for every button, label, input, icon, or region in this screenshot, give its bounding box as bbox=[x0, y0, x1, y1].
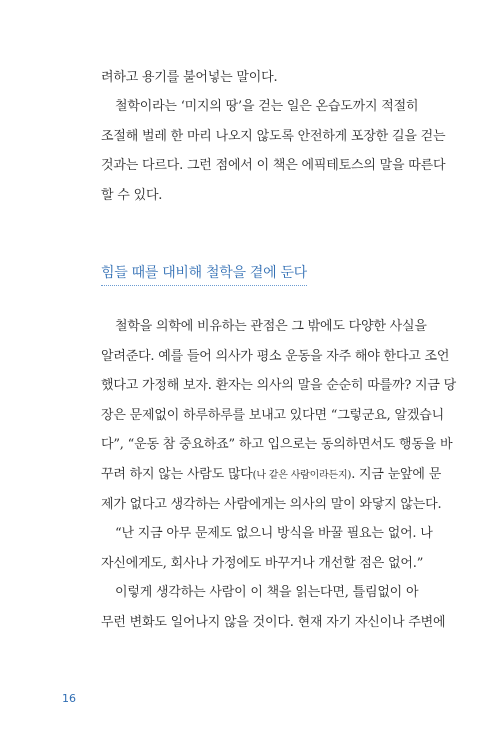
text-line: 다”, “운동 참 중요하죠” 하고 입으로는 동의하면서도 행동을 바 bbox=[101, 437, 453, 452]
quote-block bbox=[101, 519, 433, 578]
text-segment: 꾸려 하지 않는 사람도 많다 bbox=[101, 466, 253, 482]
page-number: 16 bbox=[62, 692, 76, 705]
paragraph-medicine-analogy bbox=[101, 312, 457, 520]
text-line: 할 수 있다. bbox=[101, 187, 163, 203]
text-line: 조절해 벌레 한 마리 나오지 않도록 안전하게 포장한 길을 걷는 bbox=[101, 128, 446, 144]
text-line: 자신에게도, 회사나 가정에도 바꾸거나 개선할 점은 없어.” bbox=[101, 555, 424, 571]
text-line: 철학이라는 ‘미지의 땅’을 걷는 일은 온습도까지 적절히 bbox=[115, 99, 419, 114]
paragraph-continuation bbox=[101, 63, 399, 93]
text-line: 철학을 의학에 비유하는 관점은 그 밖에도 다양한 사실을 bbox=[115, 319, 427, 334]
text-line: 알려준다. 예를 들어 의사가 평소 운동을 자주 해야 한다고 조언 bbox=[101, 348, 450, 364]
text-line: 것과는 다르다. 그런 점에서 이 책은 에픽테토스의 말을 따른다 bbox=[101, 158, 446, 173]
text-segment: . 지금 눈앞에 문 bbox=[351, 466, 442, 482]
text-line bbox=[101, 460, 442, 491]
paragraph-philosophy-land bbox=[101, 92, 446, 210]
aside-note: (나 같은 사람이라든지) bbox=[252, 469, 352, 481]
text-line: 했다고 가정해 보자. 환자는 의사의 말을 순순히 따를까? 지금 당 bbox=[101, 378, 457, 393]
text-line: 무런 변화도 일어나지 않을 것이다. 현재 자기 자신이나 주변에 bbox=[101, 614, 446, 630]
text-line: 제가 없다고 생각하는 사람에게는 의사의 말이 와닿지 않는다. bbox=[101, 497, 442, 512]
text-line: 이렇게 생각하는 사람이 이 책을 읽는다면, 틀림없이 아 bbox=[115, 585, 419, 600]
text-line: 장은 문제없이 하루하루를 보내고 있다면 “그렇군요, 알겠습니 bbox=[101, 407, 444, 423]
paragraph-no-change bbox=[101, 578, 446, 637]
text-line: “난 지금 아무 문제도 없으니 방식을 바꿀 필요는 없어. 나 bbox=[115, 526, 433, 541]
section-heading: 힘들 때를 대비해 철학을 곁에 둔다 bbox=[101, 262, 307, 286]
text-line: 려하고 용기를 불어넣는 말이다. bbox=[101, 70, 278, 85]
section-heading-wrapper bbox=[101, 262, 307, 286]
